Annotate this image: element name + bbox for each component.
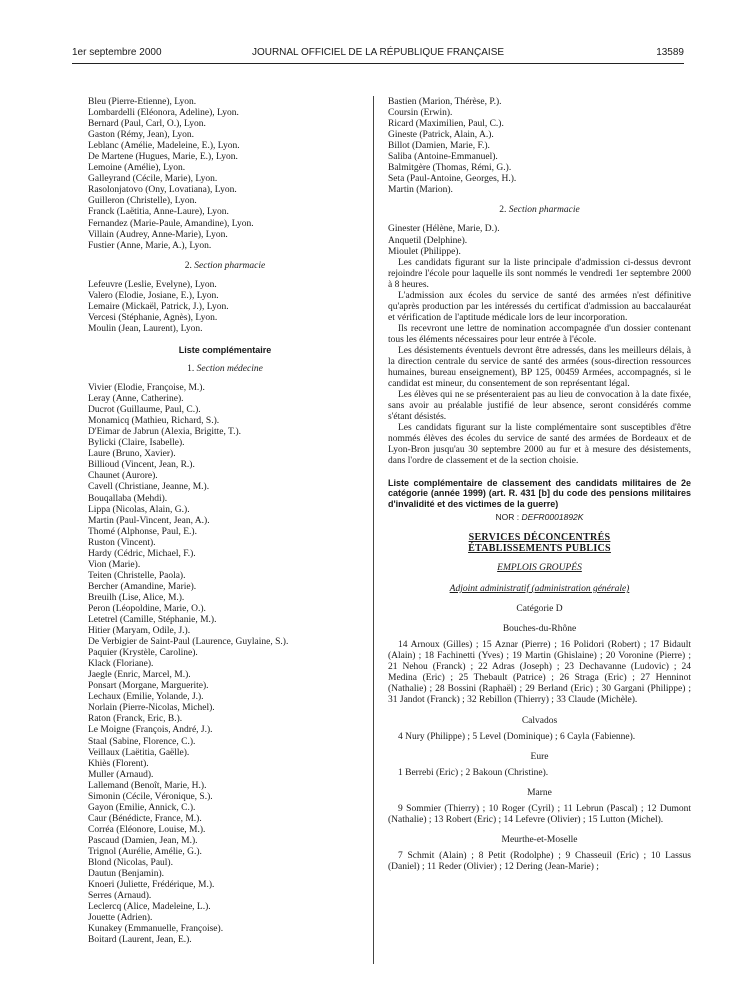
list-item: Khiès (Florent). bbox=[88, 758, 149, 769]
list-item: Le Moigne (François, André, J.). bbox=[88, 725, 213, 736]
list-item: Billioud (Vincent, Jean, R.). bbox=[88, 460, 195, 471]
list-item: Lemoine (Amélie), Lyon. bbox=[88, 163, 186, 174]
names-list-pharmacie-right bbox=[388, 224, 691, 257]
list-item: Moulin (Jean, Laurent), Lyon. bbox=[88, 323, 203, 334]
list-item: Thomé (Alphonse, Paul, E.). bbox=[88, 526, 197, 537]
nor-reference bbox=[388, 512, 691, 523]
list-item: Valero (Elodie, Josiane, E.), Lyon. bbox=[88, 290, 219, 301]
department-name: Marne bbox=[527, 787, 552, 798]
section-label: Section pharmacie bbox=[194, 260, 266, 271]
list-item: Bouqallaba (Mehdi). bbox=[88, 493, 168, 504]
list-item: Vivier (Elodie, Françoise, M.). bbox=[88, 383, 205, 394]
paragraph: Ils recevront une lettre de nomination accompagnée d'un dossier contenant tous les éléments nécessaires pour leur entrée à l'école. bbox=[388, 323, 691, 345]
right-column bbox=[388, 97, 691, 873]
list-item: Bercher (Amandine, Marie). bbox=[88, 581, 197, 592]
list-item: Norlain (Pierre-Nicolas, Michel). bbox=[88, 703, 215, 714]
list-item: Letetrel (Camille, Stéphanie, M.). bbox=[88, 615, 217, 626]
list-item: Peron (Léopoldine, Marie, O.). bbox=[88, 603, 206, 614]
list-item: Laure (Bruno, Xavier). bbox=[88, 449, 176, 460]
list-item: Mioulet (Philippe). bbox=[388, 246, 461, 257]
services-line-1: SERVICES DÉCONCENTRÉS bbox=[468, 532, 611, 544]
list-item: D'Eimar de Jabrun (Alexia, Brigitte, T.). bbox=[88, 427, 242, 438]
names-list-top bbox=[88, 97, 362, 252]
list-item: Blond (Nicolas, Paul). bbox=[88, 858, 173, 869]
list-item: Chaunet (Aurore). bbox=[88, 471, 158, 482]
list-item: Ricard (Maximilien, Paul, C.). bbox=[388, 119, 504, 130]
left-column bbox=[88, 97, 362, 946]
paragraph: Les candidats figurant sur la liste complémentaire sont susceptibles d'être nommés élèves des écoles du service de santé des armées de Bordeaux et de Lyon-Bron jusqu'au 30 septembre 2000 au fur et à mesure des désistements, dans l'ordre de classement et de la section choisie. bbox=[388, 423, 691, 467]
paragraph: L'admission aux écoles du service de santé des armées n'est définitive qu'après production par les intéressés du certificat d'admission au baccalauréat et vérification de l'aptitude médicale lors de leur incorporation. bbox=[388, 290, 691, 323]
list-item: Martin (Paul-Vincent, Jean, A.). bbox=[88, 515, 210, 526]
list-item: Leclercq (Alice, Madeleine, L.). bbox=[88, 902, 211, 913]
list-item: De Martene (Hugues, Marie, E.), Lyon. bbox=[88, 152, 238, 163]
list-item: Staal (Sabine, Florence, C.). bbox=[88, 736, 196, 747]
list-item: Franck (Laëtitia, Anne-Laure), Lyon. bbox=[88, 207, 229, 218]
list-item: Jaegle (Enric, Marcel, M.). bbox=[88, 670, 191, 681]
department-name: Bouches-du-Rhône bbox=[502, 624, 577, 635]
list-item: Bernard (Paul, Carl, O.), Lyon. bbox=[88, 119, 206, 130]
names-list-top-right bbox=[388, 97, 691, 196]
list-item: Lechaux (Emilie, Yolande, J.). bbox=[88, 692, 204, 703]
list-item: Serres (Arnaud). bbox=[88, 891, 152, 902]
list-item: Fernandez (Marie-Paule, Amandine), Lyon. bbox=[88, 218, 254, 229]
list-item: Muller (Arnaud). bbox=[88, 769, 154, 780]
liste-militaires-heading: Liste complémentaire de classement des candidats militaires de 2e catégorie (année 1999) (art. R. 431 [b] du code des pensions militaires d'invalidité et des victimes de la guerre) bbox=[388, 477, 691, 509]
list-item: Fustier (Anne, Marie, A.), Lyon. bbox=[88, 240, 212, 251]
list-item: Ducrot (Guillaume, Paul, C.). bbox=[88, 405, 201, 416]
list-item: Seta (Paul-Antoine, Georges, H.). bbox=[388, 174, 517, 185]
department-listing: 7 Schmit (Alain) ; 8 Petit (Rodolphe) ; 9 Chasseuil (Eric) ; 10 Lassus (Daniel) ; 11 Reder (Olivier) ; 12 Dering (Jean-Marie) ; bbox=[388, 850, 691, 872]
header-rule bbox=[72, 63, 684, 64]
emplois-groupes-heading: EMPLOIS GROUPÉS bbox=[497, 563, 582, 574]
paragraph: Les désistements éventuels devront être adressés, dans les meilleurs délais, à la direction centrale du service de santé des armées (sous-direction ressources humaines, bureau enseignement), BP 125, 00459 Armées, accompagnés, si le candidat est mineur, du consentement de son représentant légal. bbox=[388, 345, 691, 390]
department-listing: 4 Nury (Philippe) ; 5 Level (Dominique) ; 6 Cayla (Fabienne). bbox=[398, 731, 636, 742]
page-number: 13589 bbox=[656, 47, 684, 58]
header-date: 1er septembre 2000 bbox=[72, 47, 162, 58]
list-item: Raton (Franck, Eric, B.). bbox=[88, 714, 183, 725]
list-item: De Verbigier de Saint-Paul (Laurence, Guylaine, S.). bbox=[88, 637, 289, 648]
list-item: Pascaud (Damien, Jean, M.). bbox=[88, 835, 198, 846]
column-divider bbox=[373, 96, 374, 964]
section-number: 2. bbox=[184, 260, 192, 271]
list-item: Simonin (Cécile, Véronique, S.). bbox=[88, 791, 213, 802]
liste-complementaire-heading: Liste complémentaire bbox=[178, 344, 272, 355]
list-item: Rasolonjatovo (Ony, Lovatiana), Lyon. bbox=[88, 185, 237, 196]
list-item: Guilleron (Christelle), Lyon. bbox=[88, 196, 197, 207]
department-name: Meurthe-et-Moselle bbox=[501, 834, 578, 845]
list-item: Galleyrand (Cécile, Marie), Lyon. bbox=[88, 174, 218, 185]
department-listing: 1 Berrebi (Eric) ; 2 Bakoun (Christine). bbox=[398, 767, 549, 778]
department-name: Calvados bbox=[521, 715, 558, 726]
adjoint-heading: Adjoint administratif (administration générale) bbox=[449, 584, 630, 595]
list-item: Bleu (Pierre-Etienne), Lyon. bbox=[88, 97, 197, 107]
list-item: Lemaire (Mickaël, Patrick, J.), Lyon. bbox=[88, 301, 229, 312]
services-line-2: ÉTABLISSEMENTS PUBLICS bbox=[468, 543, 611, 555]
section-label: Section pharmacie bbox=[508, 205, 580, 216]
department-listing: 9 Sommier (Thierry) ; 10 Roger (Cyril) ; 11 Lebrun (Pascal) ; 12 Dumont (Nathalie) ; 13 Robert (Eric) ; 14 Lefevre (Olivier) ; 15 Lutton (Michel). bbox=[388, 803, 691, 825]
list-item: Martin (Marion). bbox=[388, 185, 453, 196]
list-item: Teiten (Christelle, Paola). bbox=[88, 570, 186, 581]
list-item: Billot (Damien, Marie, F.). bbox=[388, 141, 490, 152]
list-item: Veillaux (Laëtitia, Gaëlle). bbox=[88, 747, 190, 758]
list-item: Cavell (Christiane, Jeanne, M.). bbox=[88, 482, 210, 493]
section-number: 1. bbox=[187, 363, 195, 374]
list-item: Gaston (Rémy, Jean), Lyon. bbox=[88, 130, 194, 141]
list-item: Monamicq (Mathieu, Richard, S.). bbox=[88, 416, 220, 427]
list-item: Klack (Floriane). bbox=[88, 659, 154, 670]
list-item: Breuilh (Lise, Alice, M.). bbox=[88, 592, 185, 603]
list-item: Trignol (Aurélie, Amélie, G.). bbox=[88, 847, 202, 857]
list-item: Ginester (Hélène, Marie, D.). bbox=[388, 224, 500, 235]
list-item: Bylicki (Claire, Isabelle). bbox=[88, 438, 185, 449]
list-item: Leblanc (Amélie, Madeleine, E.), Lyon. bbox=[88, 141, 240, 152]
section-heading-pharmacie bbox=[88, 261, 362, 272]
section-heading-medecine bbox=[88, 364, 362, 375]
list-item: Hardy (Cédric, Michael, F.). bbox=[88, 548, 196, 559]
list-item: Lefeuvre (Leslie, Evelyne), Lyon. bbox=[88, 279, 217, 290]
section-heading-pharmacie-right bbox=[388, 205, 691, 216]
list-item: Corréa (Eléonore, Louise, M.). bbox=[88, 824, 206, 835]
list-item: Caur (Bénédicte, France, M.). bbox=[88, 813, 202, 824]
list-item: Coursin (Erwin). bbox=[388, 108, 453, 119]
list-item: Lippa (Nicolas, Alain, G.). bbox=[88, 504, 190, 515]
services-heading bbox=[388, 532, 691, 554]
list-item: Knoeri (Juliette, Frédérique, M.). bbox=[88, 880, 215, 891]
paragraph: Les candidats figurant sur la liste principale d'admission ci-dessus devront rejoindre l'école pour laquelle ils sont nommés le vendredi 1er septembre 2000 à 8 heures. bbox=[388, 257, 691, 290]
nor-label: NOR : bbox=[495, 512, 520, 522]
instructions-paragraphs bbox=[388, 258, 691, 468]
names-list-pharmacie bbox=[88, 280, 362, 335]
list-item: Paquier (Krystèle, Caroline). bbox=[88, 648, 198, 659]
list-item: Lombardelli (Eléonora, Adeline), Lyon. bbox=[88, 108, 239, 119]
list-item: Villain (Audrey, Anne-Marie), Lyon. bbox=[88, 229, 228, 240]
list-item: Saliba (Antoine-Emmanuel). bbox=[388, 152, 498, 163]
section-number: 2. bbox=[499, 205, 507, 216]
department-name: Eure bbox=[530, 751, 549, 762]
list-item: Hitier (Maryam, Odile, J.). bbox=[88, 626, 191, 637]
nor-code: DEFR0001892K bbox=[521, 512, 584, 522]
list-item: Boitard (Laurent, Jean, E.). bbox=[88, 935, 192, 946]
list-item: Jouette (Adrien). bbox=[88, 913, 153, 924]
categorie-heading: Catégorie D bbox=[516, 604, 563, 615]
list-item: Ruston (Vincent). bbox=[88, 537, 156, 548]
section-label: Section médecine bbox=[196, 363, 263, 374]
list-item: Ponsart (Morgane, Marguerite). bbox=[88, 681, 209, 692]
list-item: Anquetil (Delphine). bbox=[388, 235, 468, 246]
paragraph: Les élèves qui ne se présenteraient pas au lieu de convocation à la date fixée, sans avoir au préalable justifié de leur absence, seront considérés comme s'étant désistés. bbox=[388, 390, 691, 423]
list-item: Bastien (Marion, Thérèse, P.). bbox=[388, 97, 502, 107]
list-item: Gineste (Patrick, Alain, A.). bbox=[388, 130, 494, 141]
list-item: Gayon (Emilie, Annick, C.). bbox=[88, 802, 196, 813]
names-list-complementaire bbox=[88, 383, 362, 946]
list-item: Vercesi (Stéphanie, Agnès), Lyon. bbox=[88, 312, 218, 323]
list-item: Lallemand (Benoît, Marie, H.). bbox=[88, 780, 207, 791]
list-item: Leray (Anne, Catherine). bbox=[88, 394, 184, 405]
list-item: Dautun (Benjamin). bbox=[88, 869, 164, 880]
list-item: Balmitgère (Thomas, Rémi, G.). bbox=[388, 163, 512, 174]
page-header bbox=[72, 47, 684, 61]
list-item: Kunakey (Emmanuelle, Françoise). bbox=[88, 924, 224, 935]
journal-title: JOURNAL OFFICIEL DE LA RÉPUBLIQUE FRANÇAISE bbox=[251, 47, 505, 58]
department-listing: 14 Arnoux (Gilles) ; 15 Aznar (Pierre) ; 16 Polidori (Robert) ; 17 Bidault (Alain) ; 18 Fachinetti (Yves) ; 19 Martin (Ghislaine) ; 20 Voronine (Pierre) ; 21 Nehou (Franck) ; 22 Adras (Joseph) ; 23 Dechavanne (Ludovic) ; 24 Medina (Eric) ; 25 Thebault (Patrice) ; 26 Straga (Eric) ; 27 Henninot (Nathalie) ; 28 Bossini (Raphaël) ; 29 Berland (Eric) ; 30 Gargani (Philippe) ; 31 Jandot (Franck) ; 32 Rebillon (Thierry) ; 33 Claude (Michèle). bbox=[388, 640, 691, 706]
list-item: Vion (Marie). bbox=[88, 559, 141, 570]
